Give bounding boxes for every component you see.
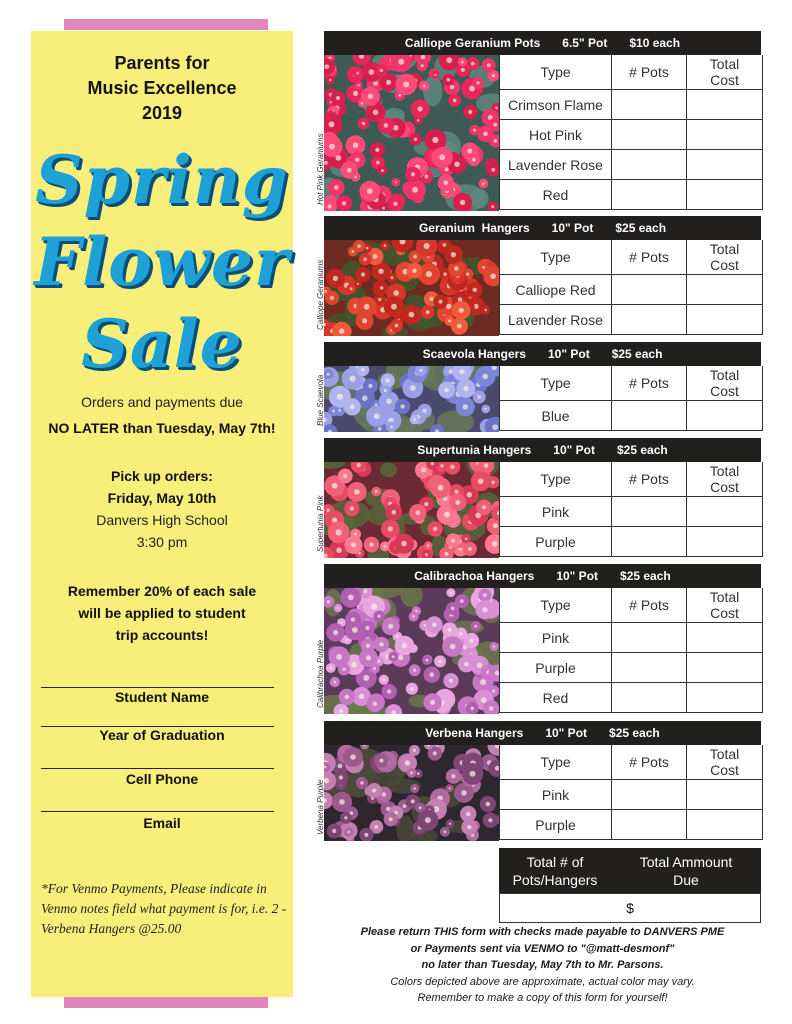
total-header-line-2: Cost: [710, 383, 739, 399]
flower-type: Red: [500, 180, 612, 209]
bottom-accent-bar: [64, 997, 268, 1008]
pots-header: # Pots: [612, 745, 687, 779]
flower-type: Lavender Rose: [500, 305, 612, 334]
remember-line-2: will be applied to student: [78, 605, 246, 621]
order-row: [500, 150, 762, 180]
photo-caption-text: Calibrachoa Purple: [316, 639, 325, 708]
section-pot-size: 10" Pot: [545, 726, 588, 740]
top-accent-bar: [64, 19, 268, 30]
section-header: [324, 216, 761, 240]
order-grid: [499, 745, 763, 840]
email-line[interactable]: [41, 811, 274, 812]
email-label: Email: [143, 815, 181, 831]
total-cost-field[interactable]: [687, 90, 762, 119]
student-name-label: Student Name: [114, 689, 210, 705]
total-cost-field[interactable]: [687, 305, 762, 334]
total-amount-line-2: Due: [673, 871, 699, 888]
geranium-photo: [324, 240, 499, 336]
remember-line-3: trip accounts!: [115, 627, 209, 643]
section-pot-size: 10" Pot: [556, 569, 599, 583]
total-pots-label: [499, 848, 611, 893]
type-header: Type: [500, 745, 612, 779]
flower-type: Purple: [500, 527, 612, 556]
org-line-2: Music Excellence: [87, 78, 237, 98]
section-name: Supertunia Hangers: [417, 443, 532, 457]
flower-type: Lavender Rose: [500, 150, 612, 179]
total-cost-header: [687, 55, 762, 89]
order-grid: [499, 462, 763, 557]
pots-quantity-field[interactable]: [612, 810, 687, 839]
dollar-sign: $: [626, 900, 634, 916]
organization-title: [31, 51, 293, 126]
total-cost-field[interactable]: [687, 275, 762, 304]
pickup-heading: [31, 465, 293, 509]
grid-header-row: [500, 366, 762, 401]
order-row: [500, 810, 762, 840]
total-cost-header: [687, 240, 762, 274]
pots-header: # Pots: [612, 588, 687, 622]
pots-quantity-field[interactable]: [612, 90, 687, 119]
total-cost-header: [687, 588, 762, 622]
pots-quantity-field[interactable]: [612, 653, 687, 682]
flower-type: Pink: [500, 780, 612, 809]
total-header-line-2: Cost: [710, 257, 739, 273]
info-panel: [31, 31, 293, 997]
flower-type: Purple: [500, 653, 612, 682]
pots-quantity-field[interactable]: [612, 683, 687, 712]
photo-caption-text: Hot Pink Geraniums: [316, 133, 325, 205]
pots-quantity-field[interactable]: [612, 497, 687, 526]
total-cost-field[interactable]: [687, 527, 762, 556]
total-cost-field[interactable]: [687, 497, 762, 526]
order-row: [500, 401, 762, 431]
photo-caption-text: Blue Scaevola: [316, 374, 325, 426]
order-row: [500, 180, 762, 210]
pots-header: # Pots: [612, 366, 687, 400]
scaevola-photo: [324, 366, 499, 432]
pots-quantity-field[interactable]: [612, 150, 687, 179]
grid-header-row: [500, 588, 762, 623]
remember-line-1: Remember 20% of each sale: [67, 583, 257, 599]
pots-quantity-field[interactable]: [612, 305, 687, 334]
section-price: $25 each: [620, 569, 671, 583]
type-header: Type: [500, 240, 612, 274]
section-price: $25 each: [611, 347, 663, 361]
pots-quantity-field[interactable]: [612, 527, 687, 556]
footer-line-3: no later than Tuesday, May 7th to Mr. Parsons.: [421, 959, 664, 971]
pots-quantity-field[interactable]: [612, 275, 687, 304]
photo-caption-text: Verbena Purple: [316, 779, 325, 835]
pickup-line-1: Pick up orders:: [111, 468, 213, 484]
type-header: Type: [500, 366, 612, 400]
order-grid: [499, 240, 763, 335]
order-row: [500, 305, 762, 335]
flower-type: Blue: [500, 401, 612, 430]
pots-header: # Pots: [612, 55, 687, 89]
order-row: [500, 527, 762, 557]
type-header: Type: [500, 55, 612, 89]
student-name-line[interactable]: [41, 687, 274, 688]
footer-line-1: Please return THIS form with checks made payable to DANVERS PME: [360, 926, 725, 938]
total-cost-header: [687, 745, 762, 779]
due-deadline: NO LATER than Tuesday, May 7th!: [48, 420, 276, 436]
section-pot-size: 10" Pot: [553, 443, 595, 457]
grid-header-row: [500, 240, 762, 275]
section-name: Scaevola Hangers: [422, 347, 526, 361]
geranium-photo: [324, 55, 499, 211]
grid-header-row: [500, 745, 762, 780]
petunia-photo: [324, 462, 499, 558]
pickup-location: Danvers High School: [96, 512, 228, 528]
graduation-year-label: Year of Graduation: [99, 727, 225, 743]
order-row: [500, 653, 762, 683]
total-header-line-1: Total: [709, 463, 740, 479]
total-header-line-1: Total: [709, 746, 740, 762]
pickup-time: 3:30 pm: [136, 534, 188, 550]
org-line-1: Parents for: [114, 53, 210, 73]
total-cost-field[interactable]: [687, 150, 762, 179]
calibrachoa-photo: [324, 588, 499, 714]
section-name: Geranium Hangers: [418, 221, 530, 235]
total-cost-field[interactable]: [687, 653, 762, 682]
section-pot-size: 6.5" Pot: [562, 36, 608, 50]
order-row: [500, 120, 762, 150]
section-price: $25 each: [615, 221, 667, 235]
total-amount-label: [611, 848, 761, 893]
flower-type: Crimson Flame: [500, 90, 612, 119]
total-cost-field[interactable]: [687, 623, 762, 652]
pots-quantity-field[interactable]: [612, 180, 687, 209]
footer-line-5: Remember to make a copy of this form for yourself!: [417, 992, 668, 1004]
total-amount-field[interactable]: [499, 893, 761, 923]
section-pot-size: 10" Pot: [547, 347, 590, 361]
order-row: [500, 780, 762, 810]
pots-header: # Pots: [612, 462, 687, 496]
flower-type: Pink: [500, 623, 612, 652]
total-cost-field[interactable]: [687, 401, 762, 430]
total-cost-field[interactable]: [687, 780, 762, 809]
total-header-line-2: Cost: [710, 762, 739, 778]
total-cost-header: [687, 366, 762, 400]
title-flower: Flower: [34, 223, 290, 301]
order-row: [500, 623, 762, 653]
type-header: Type: [500, 588, 612, 622]
due-text: Orders and payments due: [81, 394, 243, 410]
cell-phone-line[interactable]: [41, 768, 274, 769]
remember-note: [31, 580, 293, 646]
total-header-line-2: Cost: [710, 72, 739, 88]
total-cost-header: [687, 462, 762, 496]
section-header: [324, 31, 761, 55]
section-name: Calliope Geranium Pots: [404, 36, 541, 50]
section-header: [324, 721, 761, 745]
flower-type: Hot Pink: [500, 120, 612, 149]
section-header: [324, 342, 761, 366]
section-price: $25 each: [609, 726, 660, 740]
venmo-note: *For Venmo Payments, Please indicate in Venmo notes field what payment is for, i.e. 2 - Verbena Hangers @25.00: [41, 881, 287, 936]
section-pot-size: 10" Pot: [551, 221, 594, 235]
section-price: $25 each: [617, 443, 668, 457]
total-cost-field[interactable]: [687, 120, 762, 149]
total-header-line-1: Total: [709, 367, 740, 383]
section-header: [324, 564, 761, 588]
photo-caption-text: Calliope Geraniums: [316, 259, 325, 330]
footer-line-2: or Payments sent via VENMO to "@matt-desmonf": [410, 942, 675, 955]
total-header-line-1: Total: [709, 56, 740, 72]
totals-bar: [499, 848, 761, 893]
flower-type: Purple: [500, 810, 612, 839]
footer-notes: [324, 924, 761, 1007]
order-grid: [499, 366, 763, 431]
verbena-photo: [324, 745, 499, 841]
order-grid: [499, 55, 763, 210]
total-cost-field[interactable]: [687, 683, 762, 712]
total-amount-line-1: Total Ammount: [639, 853, 733, 870]
title-sale: Sale: [81, 305, 243, 383]
flower-type: Red: [500, 683, 612, 712]
total-cost-field[interactable]: [687, 180, 762, 209]
pots-quantity-field[interactable]: [612, 623, 687, 652]
section-price: $10 each: [629, 36, 681, 50]
total-header-line-1: Total: [709, 241, 740, 257]
title-spring: Spring: [35, 141, 289, 219]
total-cost-field[interactable]: [687, 810, 762, 839]
section-name: Calibrachoa Hangers: [414, 569, 535, 583]
cell-phone-label: Cell Phone: [125, 771, 199, 787]
org-line-3: 2019: [141, 103, 183, 123]
pots-quantity-field[interactable]: [612, 780, 687, 809]
grid-header-row: [500, 462, 762, 497]
pots-quantity-field[interactable]: [612, 120, 687, 149]
pots-header: # Pots: [612, 240, 687, 274]
pickup-date: Friday, May 10th: [107, 490, 217, 506]
type-header: Type: [500, 462, 612, 496]
order-row: [500, 497, 762, 527]
order-row: [500, 275, 762, 305]
total-header-line-1: Total: [709, 589, 740, 605]
order-row: [500, 683, 762, 713]
section-name: Verbena Hangers: [425, 726, 524, 740]
total-header-line-2: Cost: [710, 605, 739, 621]
photo-caption-text: Supertunia Pink: [316, 495, 325, 552]
flower-type: Calliope Red: [500, 275, 612, 304]
grid-header-row: [500, 55, 762, 90]
section-header: [324, 438, 761, 462]
order-grid: [499, 588, 763, 713]
total-header-line-2: Cost: [710, 479, 739, 495]
pickup-details: [31, 509, 293, 553]
footer-line-4: Colors depicted above are approximate, actual color may vary.: [390, 975, 695, 988]
flower-type: Pink: [500, 497, 612, 526]
total-pots-line-2: Pots/Hangers: [512, 871, 598, 888]
total-pots-line-1: Total # of: [526, 853, 584, 870]
pots-quantity-field[interactable]: [612, 401, 687, 430]
order-row: [500, 90, 762, 120]
